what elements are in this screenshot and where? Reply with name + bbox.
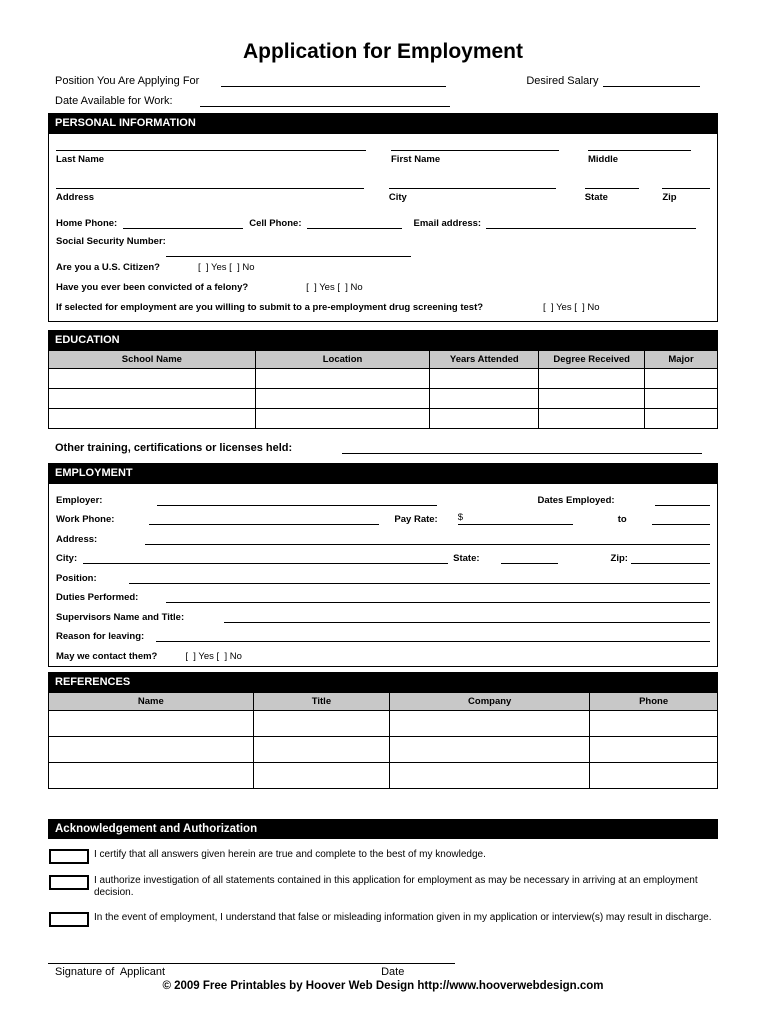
supervisor-field[interactable] xyxy=(224,610,710,623)
zip-col xyxy=(662,174,710,203)
email-field[interactable] xyxy=(486,216,696,229)
reason-leaving-field[interactable] xyxy=(156,629,710,642)
education-cell[interactable] xyxy=(430,389,539,409)
email-label: Email address: xyxy=(413,218,482,229)
employer-address-row xyxy=(56,525,710,545)
references-cell[interactable] xyxy=(49,762,254,788)
state-field[interactable] xyxy=(585,174,640,189)
ack-item-authorize xyxy=(48,875,718,900)
address-field[interactable] xyxy=(56,174,364,189)
citizen-question-label: Are you a U.S. Citizen? xyxy=(56,262,160,273)
may-we-contact-row xyxy=(56,642,710,662)
references-cell[interactable] xyxy=(253,736,389,762)
duties-field[interactable] xyxy=(166,590,710,603)
education-cell[interactable] xyxy=(255,389,430,409)
first-name-label: First Name xyxy=(391,154,441,165)
references-cell[interactable] xyxy=(49,710,254,736)
signature-field[interactable] xyxy=(48,927,455,964)
references-row xyxy=(49,710,718,736)
discharge-statement: In the event of employment, I understand that false or misleading information given in my application or interview(s) may result in discharge. xyxy=(94,911,712,923)
last-name-col xyxy=(56,136,366,165)
education-col-location: Location xyxy=(255,351,430,369)
dates-employed-to-label: to xyxy=(617,514,627,525)
zip-field[interactable] xyxy=(662,174,710,189)
name-row xyxy=(56,136,710,165)
copyright-text: © 2009 Free Printables by Hoover Web Design http://www.hooverwebdesign.com xyxy=(162,979,604,992)
dates-employed-to-field[interactable] xyxy=(652,512,710,525)
references-col-name: Name xyxy=(49,692,254,710)
state-col xyxy=(585,174,640,203)
references-row xyxy=(49,736,718,762)
references-row xyxy=(49,762,718,788)
dates-employed-from-field[interactable] xyxy=(655,493,710,506)
position-held-row xyxy=(56,564,710,584)
section-header-acknowledgement: Acknowledgement and Authorization xyxy=(48,819,718,839)
ssn-field[interactable] xyxy=(166,247,411,257)
city-col xyxy=(389,174,556,203)
drug-test-question-label: If selected for employment are you willing to submit to a pre-employment drug screening test? xyxy=(56,302,484,313)
personal-information-box xyxy=(48,133,718,322)
felony-question-label: Have you ever been convicted of a felony? xyxy=(56,282,249,293)
employer-state-label: State: xyxy=(453,553,480,564)
education-cell[interactable] xyxy=(255,369,430,389)
employer-city-field[interactable] xyxy=(83,551,448,564)
reason-leaving-label: Reason for leaving: xyxy=(56,631,145,642)
employer-row xyxy=(56,486,710,506)
date-label: Date xyxy=(381,965,405,978)
home-phone-field[interactable] xyxy=(123,216,243,229)
references-cell[interactable] xyxy=(253,762,389,788)
employer-city-row xyxy=(56,545,710,565)
education-col-years-attended: Years Attended xyxy=(430,351,539,369)
work-phone-field[interactable] xyxy=(149,512,379,525)
education-cell[interactable] xyxy=(539,409,645,429)
drug-test-row xyxy=(56,302,710,313)
education-col-school-name: School Name xyxy=(49,351,256,369)
references-cell[interactable] xyxy=(590,762,718,788)
ssn-label: Social Security Number: xyxy=(56,236,166,247)
education-cell[interactable] xyxy=(645,369,718,389)
city-field[interactable] xyxy=(389,174,556,189)
position-held-label: Position: xyxy=(56,572,97,584)
pay-rate-field[interactable]: $ xyxy=(458,512,573,525)
state-label: State xyxy=(584,192,608,203)
duties-label: Duties Performed: xyxy=(56,592,139,603)
section-header-education: EDUCATION xyxy=(48,330,718,350)
references-header-row xyxy=(49,692,718,710)
employer-address-label: Address: xyxy=(56,533,98,545)
section-header-employment: EMPLOYMENT xyxy=(48,463,718,483)
section-header-references: REFERENCES xyxy=(48,672,718,692)
education-cell[interactable] xyxy=(539,369,645,389)
middle-name-field[interactable] xyxy=(588,136,691,151)
may-we-contact-label: May we contact them? xyxy=(56,650,158,662)
other-training-row xyxy=(48,441,718,454)
education-col-major: Major xyxy=(645,351,718,369)
pay-rate-label: Pay Rate: xyxy=(394,514,438,525)
references-col-title: Title xyxy=(253,692,389,710)
desired-salary-label: Desired Salary xyxy=(526,75,599,87)
work-phone-label: Work Phone: xyxy=(56,514,115,525)
education-cell[interactable] xyxy=(49,369,256,389)
education-cell[interactable] xyxy=(255,409,430,429)
signature-label: Signature of Applicant xyxy=(55,965,166,978)
citizen-row xyxy=(56,262,710,273)
employer-state-field[interactable] xyxy=(501,551,558,564)
references-cell[interactable] xyxy=(253,710,389,736)
references-cell[interactable] xyxy=(49,736,254,762)
references-col-company: Company xyxy=(390,692,590,710)
certify-checkbox[interactable] xyxy=(49,849,89,864)
discharge-checkbox[interactable] xyxy=(49,912,89,927)
education-row xyxy=(49,369,718,389)
other-training-label: Other training, certifications or licenses held: xyxy=(55,442,293,454)
citizen-yes-no-checkboxes[interactable]: [ ] Yes [ ] No xyxy=(198,262,255,273)
employment-box xyxy=(48,483,718,667)
reason-leaving-row xyxy=(56,623,710,643)
position-applying-label: Position You Are Applying For xyxy=(55,75,200,87)
middle-name-col xyxy=(588,136,691,165)
home-phone-label: Home Phone: xyxy=(56,218,118,229)
date-available-label: Date Available for Work: xyxy=(55,95,173,107)
first-name-col xyxy=(391,136,559,165)
date-available-field[interactable] xyxy=(200,94,450,107)
address-label: Address xyxy=(56,192,95,203)
position-applying-field[interactable] xyxy=(221,74,446,87)
employer-zip-label: Zip: xyxy=(610,553,628,564)
education-cell[interactable] xyxy=(430,369,539,389)
position-held-field[interactable] xyxy=(129,571,710,584)
cell-phone-label: Cell Phone: xyxy=(249,218,302,229)
references-cell[interactable] xyxy=(590,710,718,736)
duties-row xyxy=(56,584,710,604)
education-header-row xyxy=(49,351,718,369)
signature-labels-row xyxy=(48,966,718,978)
cell-phone-field[interactable] xyxy=(307,216,402,229)
authorize-statement: I authorize investigation of all statements contained in this application for employment as may be necessary in arriving at an employment decision. xyxy=(94,874,698,898)
education-table xyxy=(48,350,718,429)
felony-yes-no-checkboxes[interactable]: [ ] Yes [ ] No xyxy=(306,282,363,293)
references-cell[interactable] xyxy=(390,736,590,762)
ack-item-certify xyxy=(48,849,718,864)
education-col-degree-received: Degree Received xyxy=(539,351,645,369)
education-cell[interactable] xyxy=(539,389,645,409)
references-col-phone: Phone xyxy=(590,692,718,710)
references-table xyxy=(48,692,718,789)
education-row xyxy=(49,389,718,409)
education-cell[interactable] xyxy=(645,409,718,429)
references-cell[interactable] xyxy=(390,710,590,736)
employer-city-label: City: xyxy=(56,553,78,564)
address-row xyxy=(56,174,710,203)
ssn-row xyxy=(56,236,710,247)
education-cell[interactable] xyxy=(430,409,539,429)
other-training-field[interactable] xyxy=(342,441,702,454)
first-name-field[interactable] xyxy=(391,136,559,151)
address-col xyxy=(56,174,364,203)
phones-row xyxy=(56,216,710,229)
supervisor-row xyxy=(56,603,710,623)
zip-label: Zip xyxy=(662,192,677,203)
section-header-personal-information: PERSONAL INFORMATION xyxy=(48,113,718,133)
references-cell[interactable] xyxy=(590,736,718,762)
date-available-row xyxy=(48,94,718,107)
education-cell[interactable] xyxy=(49,409,256,429)
supervisor-label: Supervisors Name and Title: xyxy=(56,611,185,623)
contact-yes-no-checkboxes[interactable]: [ ] Yes [ ] No xyxy=(185,650,242,662)
education-row xyxy=(49,409,718,429)
last-name-label: Last Name xyxy=(56,154,105,165)
work-phone-row xyxy=(56,506,710,526)
employer-label: Employer: xyxy=(56,494,103,506)
employer-field[interactable] xyxy=(157,493,437,506)
certify-statement: I certify that all answers given herein are true and complete to the best of my knowledge. xyxy=(94,848,486,860)
felony-row xyxy=(56,282,710,293)
education-cell[interactable] xyxy=(49,389,256,409)
employer-zip-field[interactable] xyxy=(631,551,710,564)
dates-employed-label: Dates Employed: xyxy=(537,494,615,506)
position-row xyxy=(48,74,718,87)
page-title: Application for Employment xyxy=(242,40,523,63)
ack-item-discharge xyxy=(48,912,718,927)
middle-name-label: Middle xyxy=(588,154,619,165)
references-cell[interactable] xyxy=(390,762,590,788)
employer-address-field[interactable] xyxy=(145,532,710,545)
drug-test-yes-no-checkboxes[interactable]: [ ] Yes [ ] No xyxy=(543,302,600,313)
desired-salary-field[interactable] xyxy=(603,74,700,87)
authorize-checkbox[interactable] xyxy=(49,875,89,890)
last-name-field[interactable] xyxy=(56,136,366,151)
city-label: City xyxy=(388,192,407,203)
education-cell[interactable] xyxy=(645,389,718,409)
